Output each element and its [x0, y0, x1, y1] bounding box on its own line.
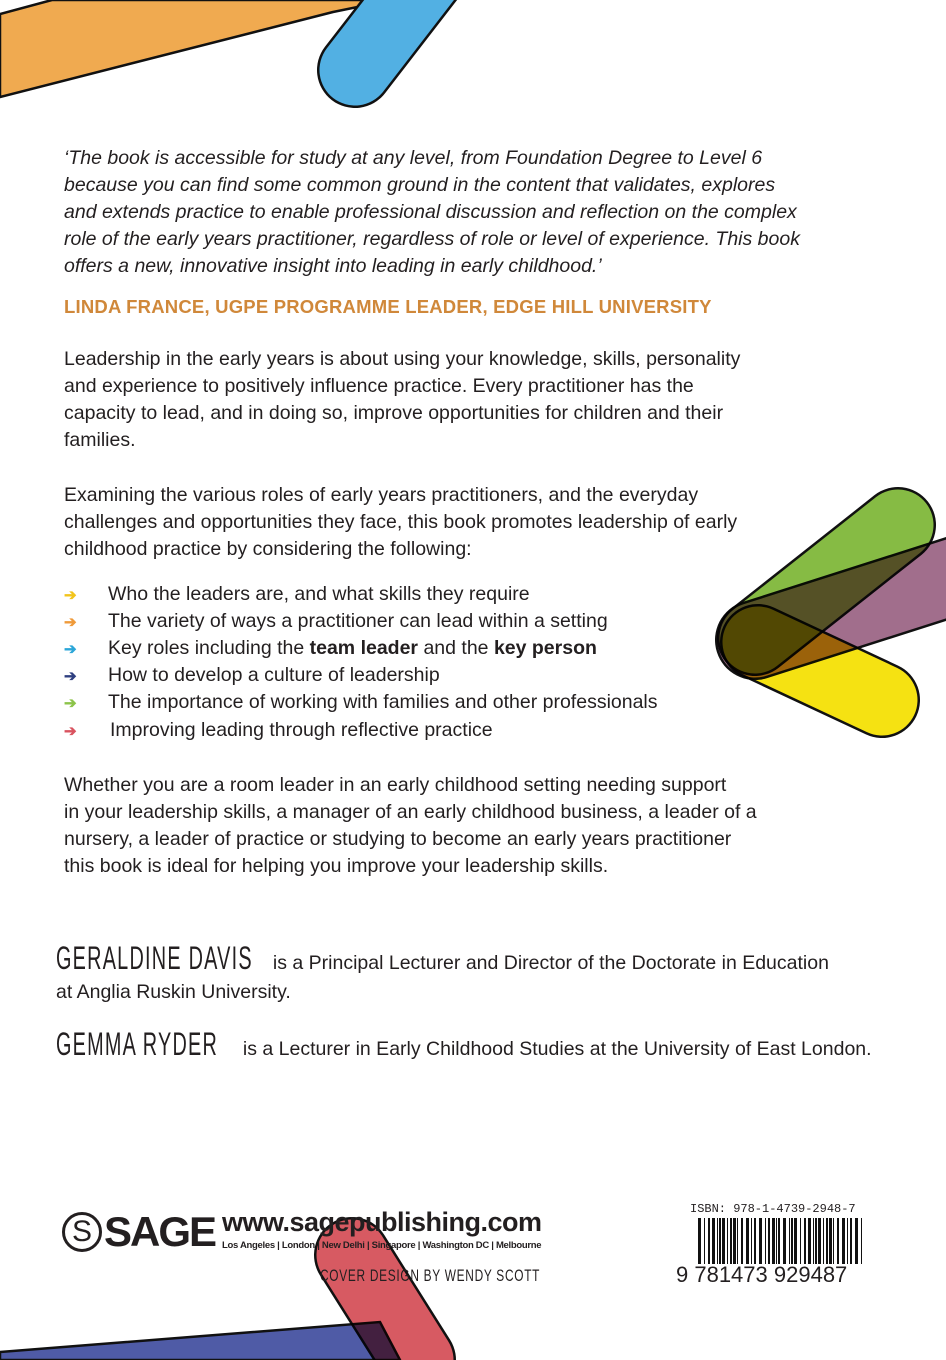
cover-credit: COVER DESIGN BY WENDY SCOTT [320, 1266, 541, 1285]
barcode-bar [776, 1218, 777, 1264]
barcode-bar [730, 1218, 732, 1264]
list-item [64, 610, 608, 633]
barcode-bar [791, 1218, 793, 1264]
sage-logo [62, 1208, 215, 1256]
barcode-bar [826, 1218, 828, 1264]
author-name: GERALDINE DAVIS [56, 940, 253, 976]
barcode-bar [722, 1218, 725, 1264]
text-line: and experience to positively influence practice. Every practitioner has the [64, 375, 694, 397]
text-line: Leadership in the early years is about using your knowledge, skills, personality [64, 348, 741, 370]
list-item-text: The importance of working with families and other professionals [108, 691, 658, 713]
barcode-bar [768, 1218, 770, 1264]
barcode-bar [813, 1218, 814, 1264]
barcode-bar [837, 1218, 839, 1264]
barcode-bar [850, 1218, 852, 1264]
barcode-bar [815, 1218, 817, 1264]
publisher-cities: Los Angeles | London | New Delhi | Singapore | Washington DC | Melbourne [222, 1240, 542, 1251]
barcode-bar [855, 1218, 858, 1264]
author-name: GEMMA RYDER [56, 1026, 219, 1062]
barcode-bar [847, 1218, 848, 1264]
quote-line: because you can find some common ground in the content that validates, explores [64, 174, 776, 196]
barcode-bar [746, 1218, 749, 1264]
barcode-bar [829, 1218, 832, 1264]
list-item [64, 637, 597, 660]
list-item-bold: key person [493, 637, 597, 659]
quote-attribution: LINDA FRANCE, UGPE PROGRAMME LEADER, EDGE HILL UNIVERSITY [64, 296, 712, 317]
list-item [64, 664, 440, 687]
barcode-bar [783, 1218, 786, 1264]
text-line: childhood practice by considering the following: [64, 538, 472, 560]
quote-line: offers a new, innovative insight into leading in early childhood.’ [64, 255, 602, 277]
list-item-text: Key roles including the [108, 637, 310, 659]
arrow-icon: ➔ [64, 695, 77, 712]
text-line: Examining the various roles of early years practitioners, and the everyday [64, 484, 699, 506]
barcode-bar [708, 1218, 710, 1264]
barcode-bar [712, 1218, 715, 1264]
barcode-bar [772, 1218, 775, 1264]
barcode-bar [765, 1218, 766, 1264]
barcode-bar [719, 1218, 721, 1264]
sage-s-icon: S [62, 1212, 102, 1252]
barcode-bar [733, 1218, 736, 1264]
barcode-bar [842, 1218, 845, 1264]
quote-line: and extends practice to enable professional discussion and reflection on the complex [64, 201, 797, 223]
arrow-icon: ➔ [64, 614, 77, 631]
list-item-text: Improving leading through reflective practice [110, 719, 493, 741]
arrow-icon: ➔ [64, 641, 77, 658]
text-line: in your leadership skills, a manager of an early childhood business, a leader of a [64, 801, 757, 823]
barcode-bar [794, 1218, 797, 1264]
barcode-bar [778, 1218, 780, 1264]
quote-line: role of the early years practitioner, regardless of role or level of experience. This book [64, 228, 800, 250]
text-line: Whether you are a room leader in an early childhood setting needing support [64, 774, 727, 796]
publisher-url[interactable]: www.sagepublishing.com [222, 1207, 542, 1237]
isbn-label: ISBN: 978-1-4739-2948-7 [690, 1202, 856, 1216]
blue-pill-shape [333, 0, 440, 70]
barcode-bar [737, 1218, 738, 1264]
author-bio-text: is a Principal Lecturer and Director of the Doctorate in Education [267, 952, 829, 974]
barcode-bar [833, 1218, 834, 1264]
list-item-text: The variety of ways a practitioner can lead within a setting [108, 610, 608, 632]
barcode-bar [741, 1218, 743, 1264]
list-item-text: and the [418, 637, 494, 659]
arrow-icon: ➔ [64, 668, 77, 685]
barcode-bar [789, 1218, 790, 1264]
arrow-icon: ➔ [64, 587, 77, 604]
barcode-bar [759, 1218, 762, 1264]
barcode-bar [823, 1218, 824, 1264]
barcode-bar [717, 1218, 718, 1264]
barcode-bar [727, 1218, 728, 1264]
list-item [64, 583, 530, 606]
barcode-bar [704, 1218, 705, 1264]
text-line: families. [64, 429, 136, 451]
sage-wordmark: SAGE [104, 1208, 216, 1255]
author-bio-ryder [56, 1026, 872, 1063]
list-item-bold: team leader [309, 637, 419, 659]
list-item-text: How to develop a culture of leadership [108, 664, 440, 686]
text-line: challenges and opportunities they face, this book promotes leadership of early [64, 511, 738, 533]
quote-line: ‘The book is accessible for study at any level, from Foundation Degree to Level 6 [64, 147, 763, 169]
author-bio-text: is a Lecturer in Early Childhood Studies at the University of East London. [237, 1038, 872, 1060]
barcode-bar [804, 1218, 806, 1264]
barcode-bar [751, 1218, 752, 1264]
list-item [64, 719, 493, 742]
barcode-bar [698, 1218, 701, 1264]
barcode-bar [808, 1218, 811, 1264]
text-line: nursery, a leader of practice or studying to become an early years practitioner [64, 828, 732, 850]
text-line: this book is ideal for helping you improve your leadership skills. [64, 855, 609, 877]
arrow-icon: ➔ [64, 723, 77, 740]
barcode-number: 9 781473 929487 [676, 1262, 848, 1287]
list-item [64, 691, 658, 714]
navy-band-shape [0, 1322, 400, 1360]
barcode-bar [800, 1218, 801, 1264]
author-bio-text: at Anglia Ruskin University. [56, 981, 291, 1003]
barcode-bar [818, 1218, 821, 1264]
barcode-bar [861, 1218, 862, 1264]
list-item-text: Who the leaders are, and what skills they require [108, 583, 530, 605]
text-line: capacity to lead, and in doing so, improve opportunities for children and their [64, 402, 724, 424]
barcode-bar [754, 1218, 756, 1264]
author-bio-davis [56, 940, 829, 977]
